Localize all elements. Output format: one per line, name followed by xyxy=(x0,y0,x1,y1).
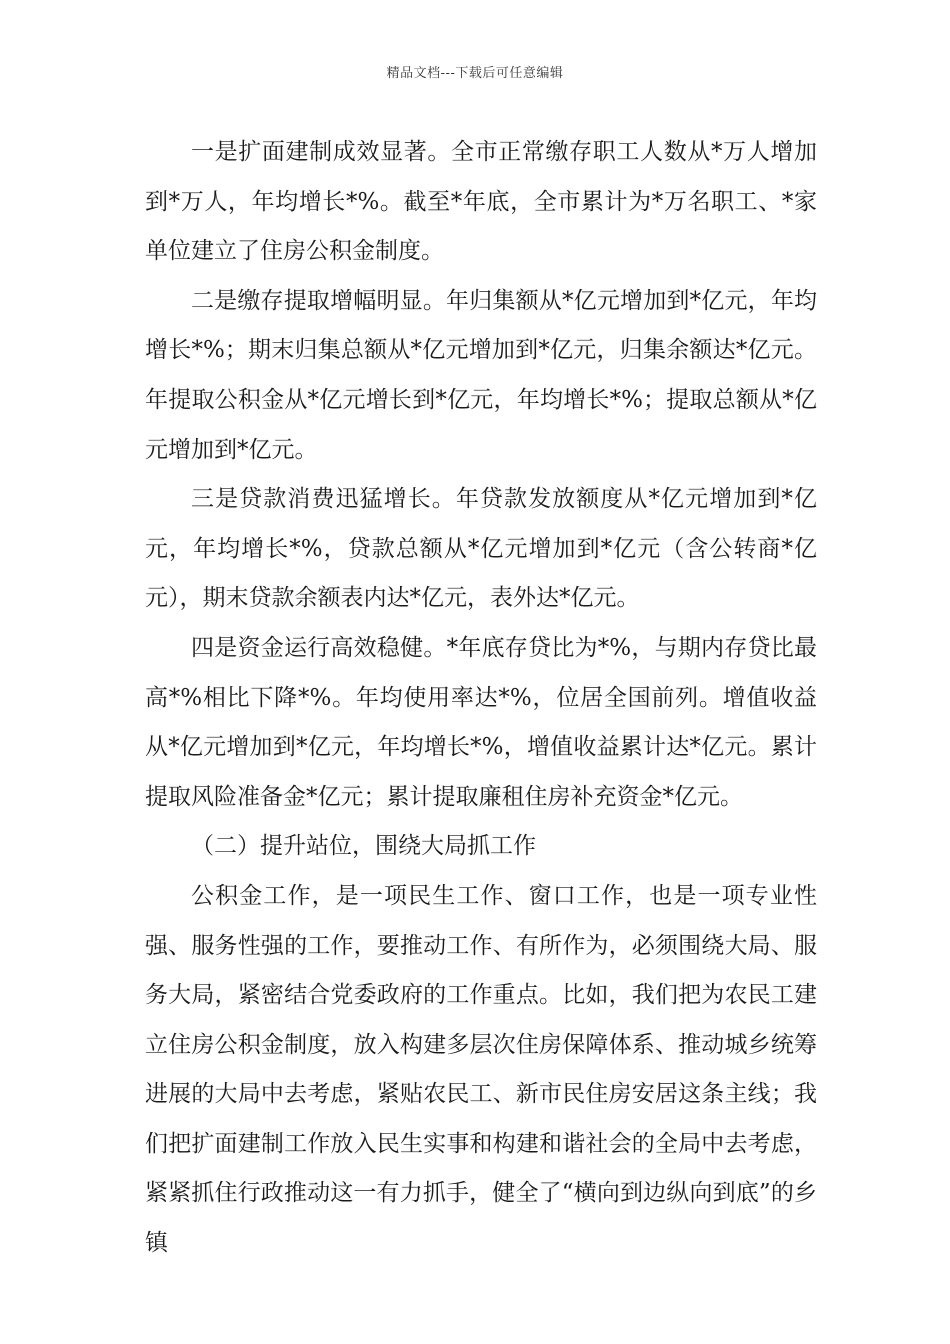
section-subheading: （二）提升站位，围绕大局抓工作 xyxy=(191,833,536,860)
paragraph-deposit-withdrawal: 二是缴存提取增幅明显。年归集额从*亿元增加到*亿元，年均增长*%；期末归集总额从*亿元增加到*亿元，归集余额达*亿元。年提取公积金从*亿元增长到*亿元，年均增长*%；提取总额从*亿元增加到*亿元。 xyxy=(145,287,817,463)
paragraph-overall-situation: 公积金工作，是一项民生工作、窗口工作，也是一项专业性强、服务性强的工作，要推动工作、有所作为，必须围绕大局、服务大局，紧密结合党委政府的工作重点。比如，我们把为农民工建立住房公积金制度，放入构建多层次住房保障体系、推动城乡统筹进展的大局中去考虑，紧贴农民工、新市民住房安居这条主线；我们把扩面建制工作放入民生实事和构建和谐社会的全局中去考虑，紧紧抓住行政推动这一有力抓手，健全了“横向到边纵向到底”的乡镇 xyxy=(145,882,817,1257)
paragraph-expansion: 一是扩面建制成效显著。全市正常缴存职工人数从*万人增加到*万人，年均增长*%。截至*年底，全市累计为*万名职工、*家单位建立了住房公积金制度。 xyxy=(145,139,817,265)
document-body xyxy=(145,128,817,1269)
paragraph-fund-operation: 四是资金运行高效稳健。*年底存贷比为*%，与期内存贷比最高*%相比下降*%。年均使用率达*%，位居全国前列。增值收益从*亿元增加到*亿元，年均增长*%，增值收益累计达*亿元。累计提取风险准备金*亿元；累计提取廉租住房补充资金*亿元。 xyxy=(145,634,817,810)
paragraph-loans: 三是贷款消费迅猛增长。年贷款发放额度从*亿元增加到*亿元，年均增长*%，贷款总额从*亿元增加到*亿元（含公转商*亿元），期末贷款余额表内达*亿元，表外达*亿元。 xyxy=(145,486,817,612)
page-header: 精品文档---下载后可任意编辑 xyxy=(386,66,564,81)
